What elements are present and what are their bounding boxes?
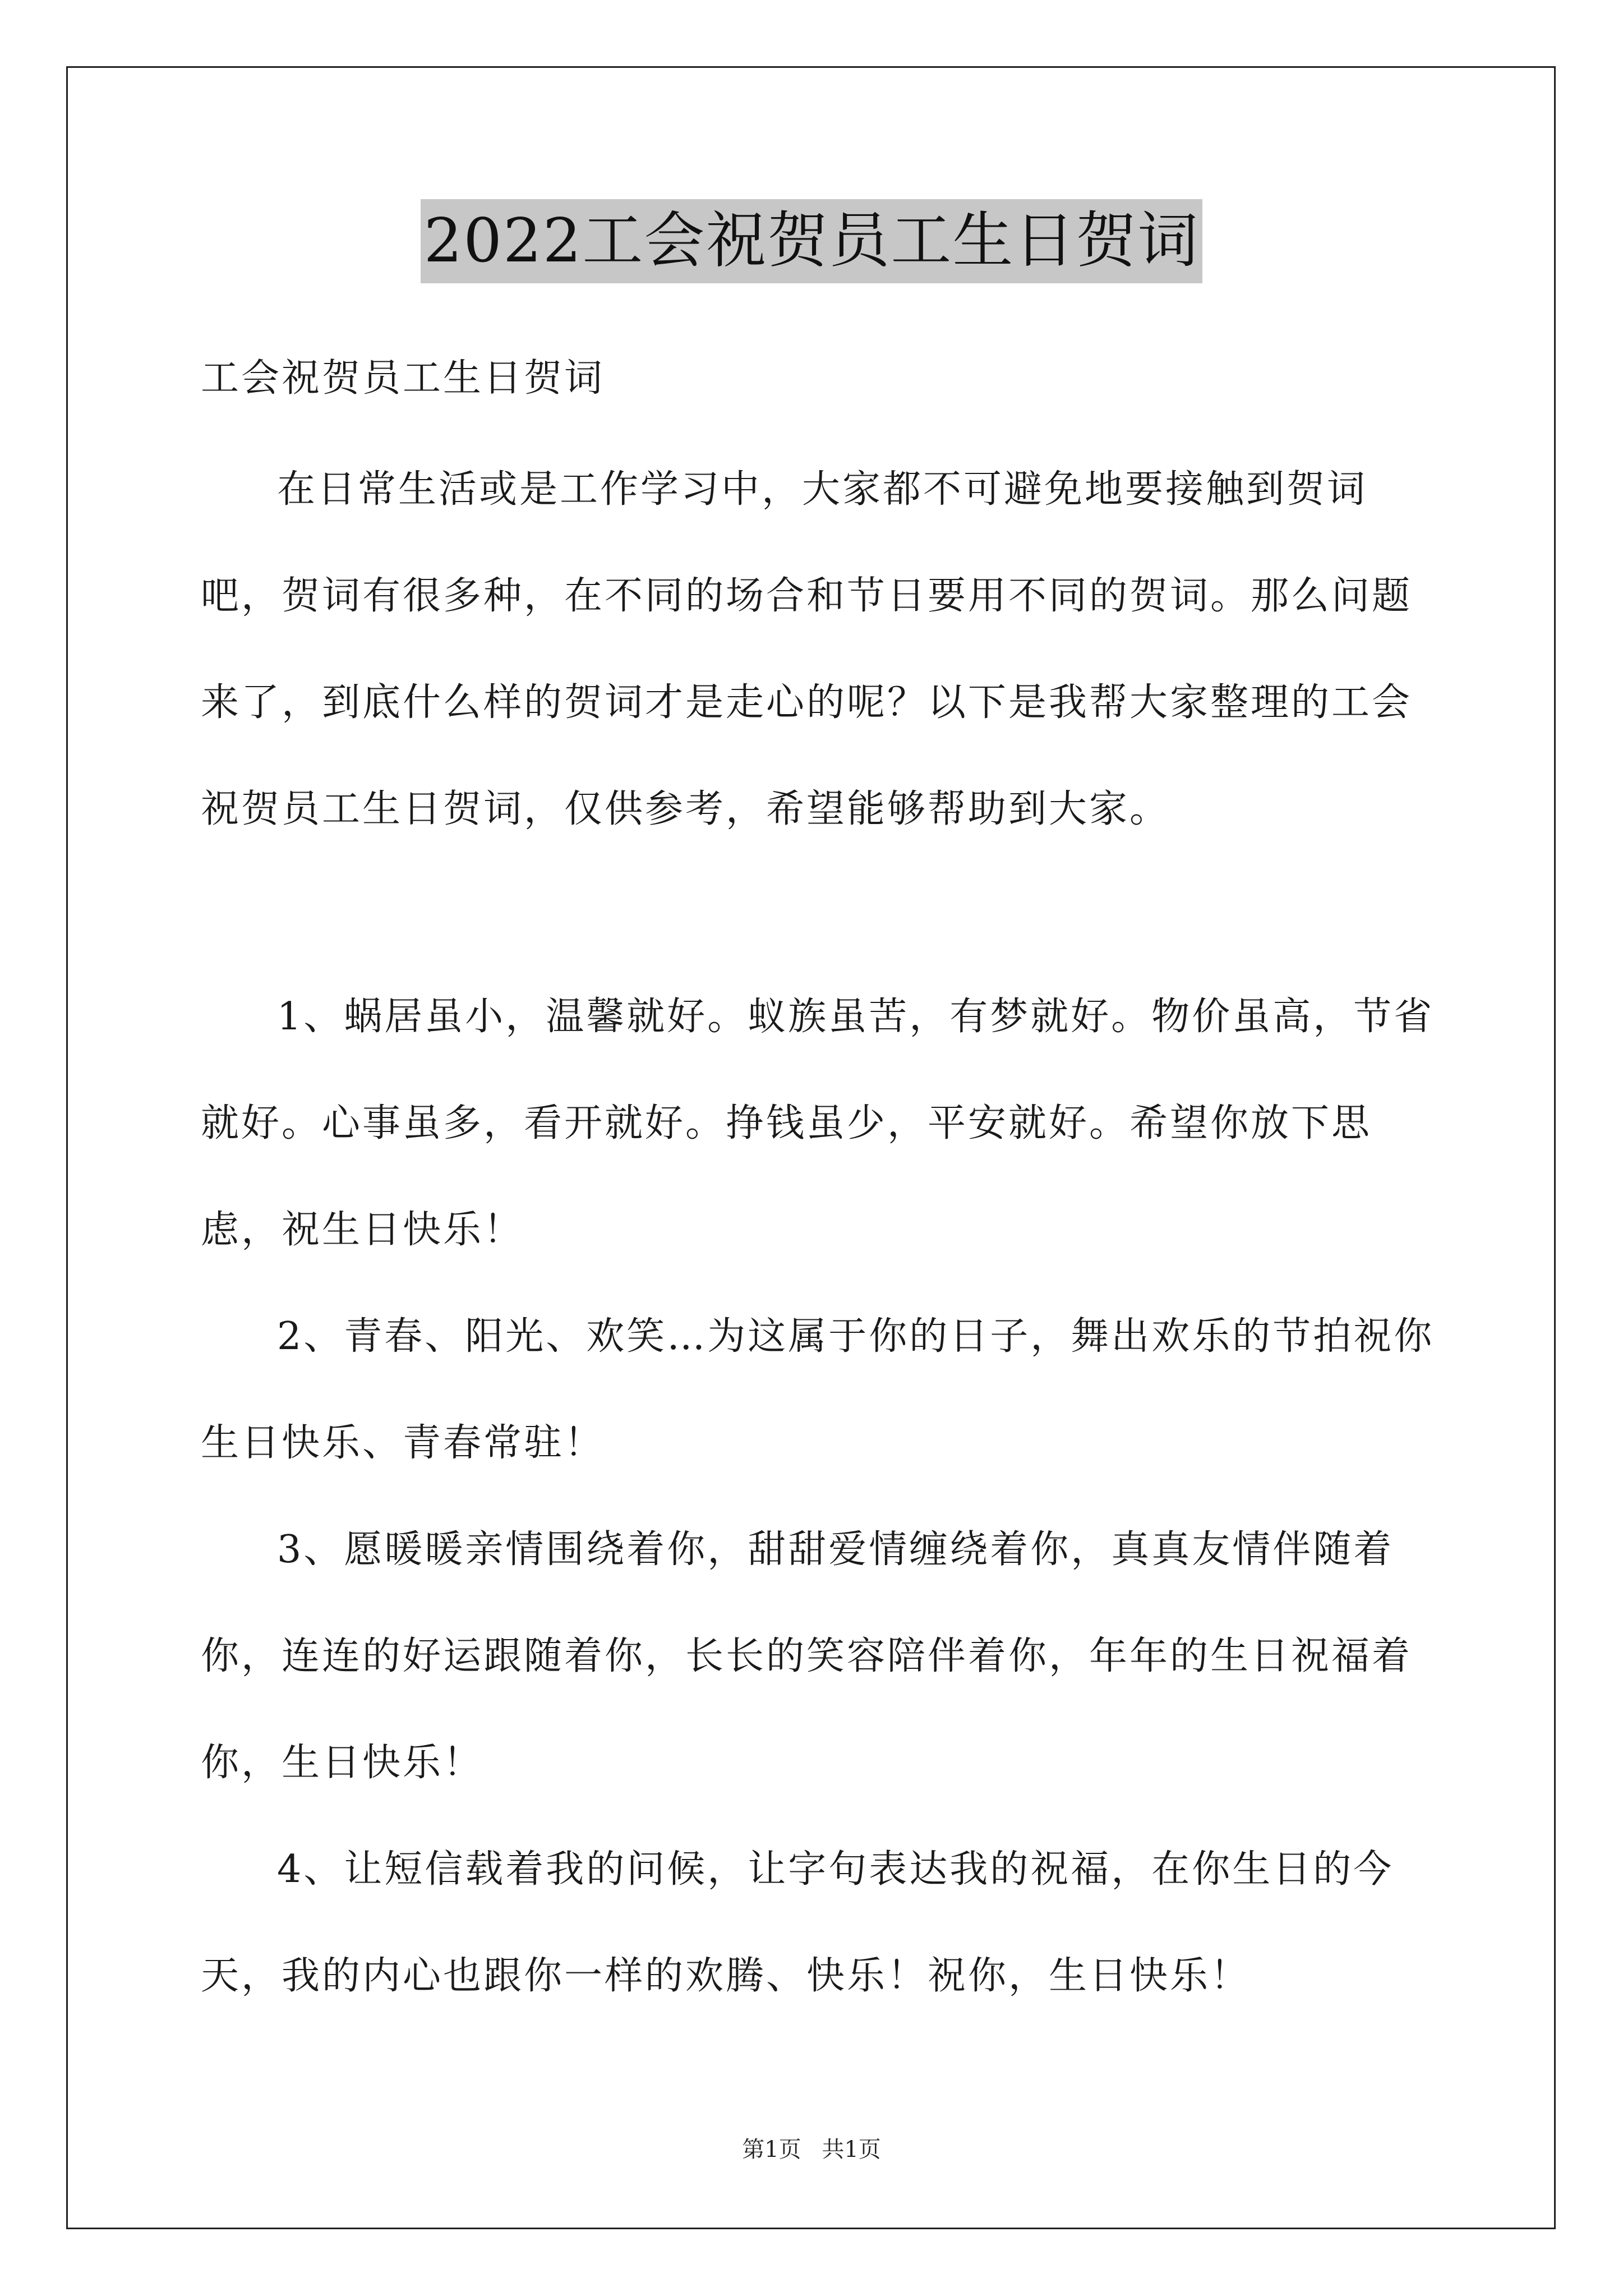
page-number-total: 共1页	[822, 2137, 881, 2162]
greeting-item-1: 1、蜗居虽小，温馨就好。蚁族虽苦，有梦就好。物价虽高，节省就好。心事虽多，看开就好。挣钱虽少，平安就好。希望你放下思虑，祝生日快乐！	[201, 995, 1435, 1252]
greeting-item-2: 2、青春、阳光、欢笑…为这属于你的日子，舞出欢乐的节拍祝你生日快乐、青春常驻！	[201, 1314, 1435, 1465]
page-number-current: 第1页	[742, 2137, 801, 2162]
greeting-item-3: 3、愿暖暖亲情围绕着你，甜甜爱情缠绕着你，真真友情伴随着你，连连的好运跟随着你，长长的笑容陪伴着你，年年的生日祝福着你，生日快乐！	[201, 1527, 1413, 1785]
greeting-item-4: 4、让短信载着我的问候，让字句表达我的祝福，在你生日的今天，我的内心也跟你一样的欢腾、快乐！祝你，生日快乐！	[201, 1847, 1394, 1998]
document-title: 2022工会祝贺员工生日贺词	[421, 199, 1203, 283]
page-footer	[0, 2132, 1623, 2164]
document-subtitle: 工会祝贺员工生日贺词	[201, 356, 605, 401]
intro-paragraph: 在日常生活或是工作学习中，大家都不可避免地要接触到贺词吧，贺词有很多种，在不同的场合和节日要用不同的贺词。那么问题来了，到底什么样的贺词才是走心的呢？以下是我帮大家整理的工会祝贺员工生日贺词，仅供参考，希望能够帮助到大家。	[201, 467, 1413, 831]
title-container	[0, 199, 1623, 283]
document-body	[201, 342, 1435, 2030]
